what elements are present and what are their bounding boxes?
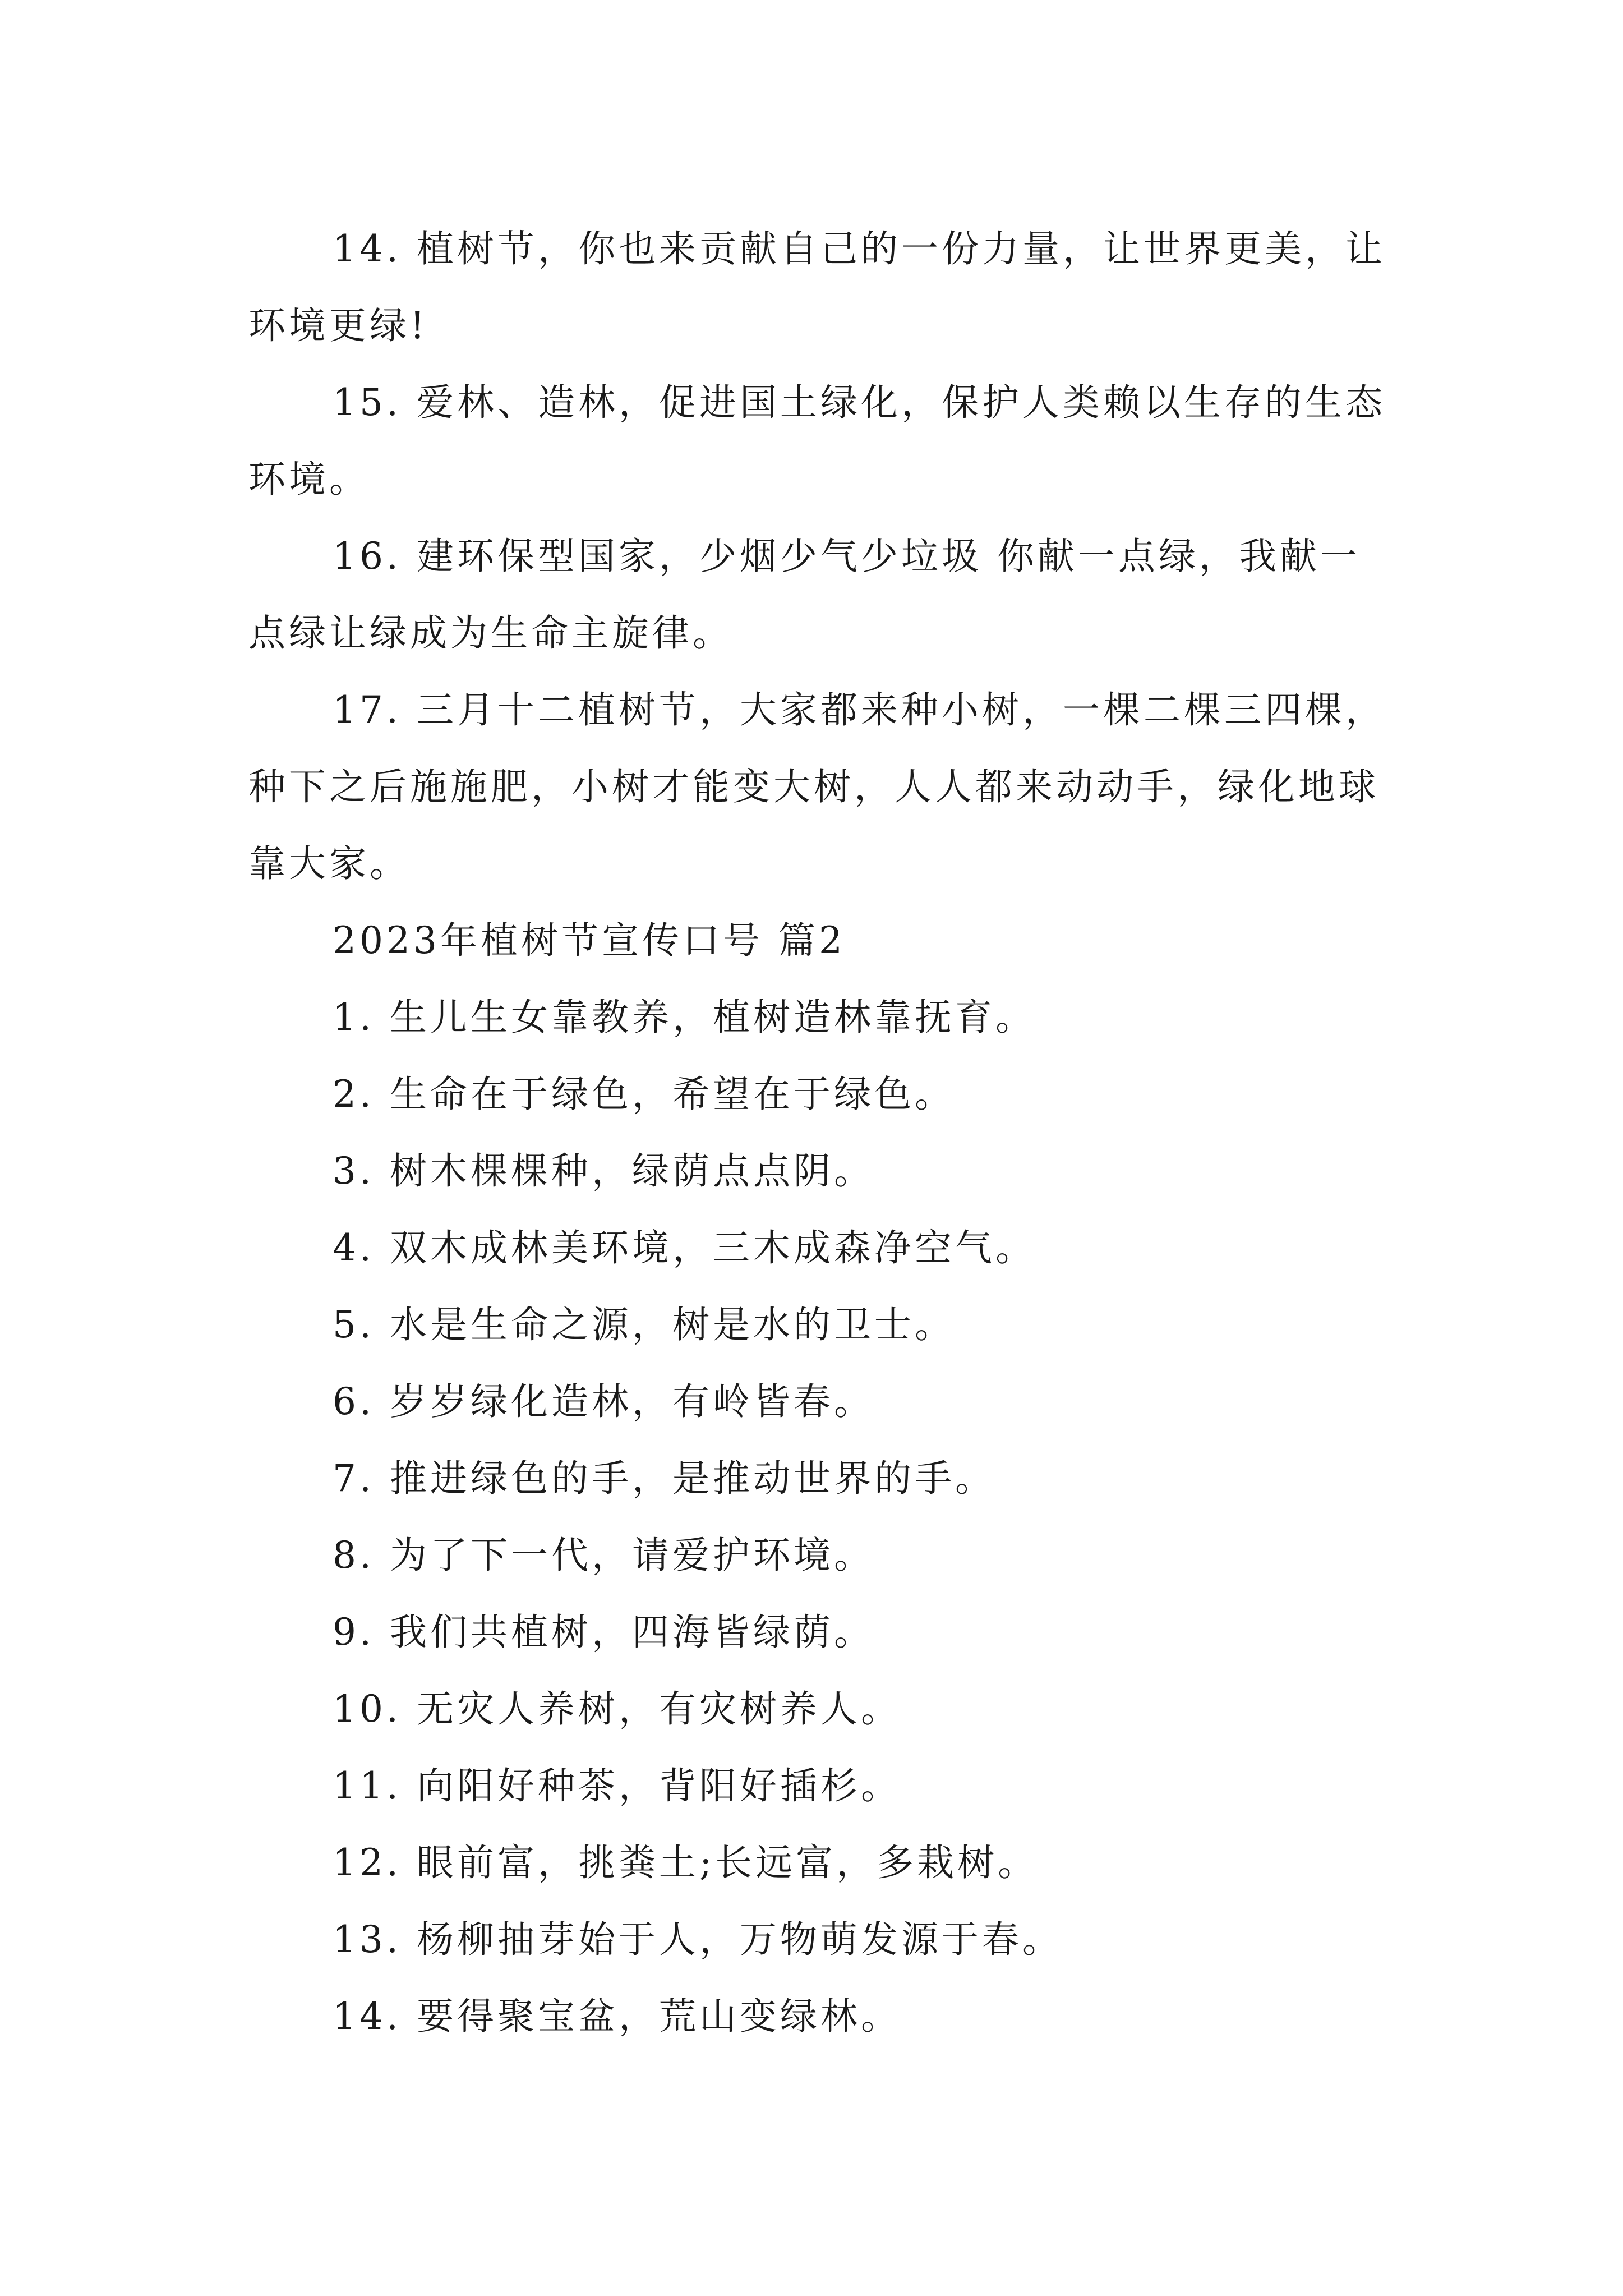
paragraph-17: 17. 三月十二植树节，大家都来种小树，一棵二棵三四棵，种下之后施施肥，小树才能变大树，人人都来动动手，绿化地球靠大家。: [248, 688, 1386, 885]
document-body: [248, 210, 1393, 2055]
slogan-item: 6. 岁岁绿化造林，有岭皆春。: [333, 1380, 874, 1423]
slogan-item: 3. 树木棵棵种，绿荫点点阴。: [333, 1149, 874, 1193]
slogan-item: 4. 双木成林美环境，三木成森净空气。: [333, 1226, 1036, 1269]
paragraph-15: 15. 爱林、造林，促进国土绿化，保护人类赖以生存的生态环境。: [248, 381, 1386, 501]
slogan-item: 12. 眼前富，挑粪土;长远富，多栽树。: [333, 1841, 1039, 1884]
slogan-item: 10. 无灾人养树，有灾树养人。: [333, 1687, 901, 1731]
slogan-item: 1. 生儿生女靠教养，植树造林靠抚育。: [333, 996, 1036, 1039]
slogan-item: 7. 推进绿色的手，是推动世界的手。: [333, 1457, 995, 1500]
slogan-item: 14. 要得聚宝盆，荒山变绿林。: [333, 1995, 901, 2038]
slogan-item: 5. 水是生命之源，树是水的卫士。: [333, 1303, 955, 1346]
paragraph-16: 16. 建环保型国家，少烟少气少垃圾 你献一点绿，我献一点绿让绿成为生命主旋律。: [248, 535, 1361, 655]
slogan-item: 8. 为了下一代，请爱护环境。: [333, 1534, 874, 1577]
slogan-item: 9. 我们共植树，四海皆绿荫。: [333, 1611, 874, 1654]
slogan-item: 13. 杨柳抽芽始于人，万物萌发源于春。: [333, 1918, 1063, 1961]
section-heading: 2023年植树节宣传口号 篇2: [333, 919, 846, 962]
slogan-item: 11. 向阳好种茶，背阳好插杉。: [333, 1764, 901, 1807]
paragraph-14: 14. 植树节，你也来贡献自己的一份力量，让世界更美，让环境更绿!: [248, 227, 1386, 347]
slogan-item: 2. 生命在于绿色，希望在于绿色。: [333, 1073, 955, 1116]
